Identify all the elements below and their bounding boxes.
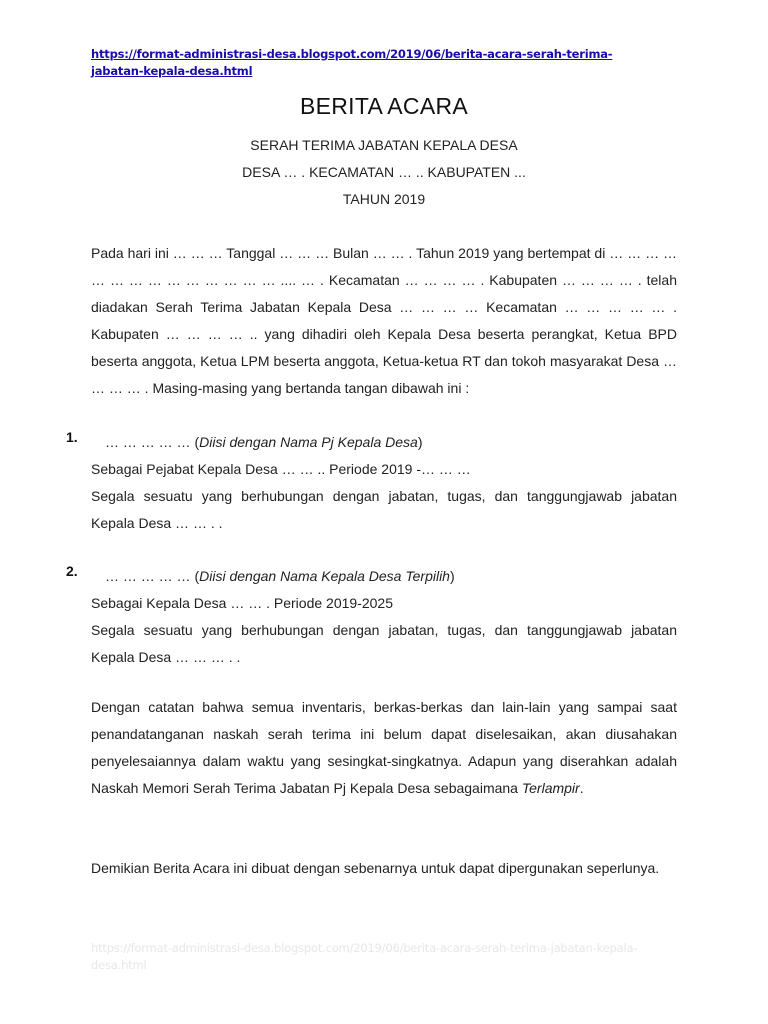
inventory-text: Dengan catatan bahwa semua inventaris, berkas-berkas dan lain-lain yang sampai saat penandatanganan naskah serah terima ini belum dapat diselesaikan, akan diusahakan penyelesaiannya dalam waktu yang sesingkat-singkatnya. Adapun yang diserahkan adalah Naskah Memori Serah Terima Jabatan Pj Kepala Desa sebagaimana xyxy=(91,699,677,796)
item-2 xyxy=(91,563,677,671)
item-1-note: Diisi dengan Nama Pj Kepala Desa xyxy=(199,434,418,450)
item-1-heading xyxy=(91,429,677,456)
inventory-paragraph xyxy=(91,694,677,802)
item-1-close: ) xyxy=(417,434,423,450)
item-1 xyxy=(91,429,677,537)
item-2-role: Sebagai Kepala Desa … … . Periode 2019-2025 xyxy=(91,595,393,611)
document-title: BERITA ACARA xyxy=(299,93,469,119)
item-2-responsibility: Segala sesuatu yang berhubungan dengan jabatan, tugas, dan tanggungjawab jabatan Kepala Desa … … … . . xyxy=(91,622,677,665)
closing-paragraph: Demikian Berita Acara ini dibuat dengan sebenarnya untuk dapat dipergunakan seperlunya. xyxy=(91,860,660,876)
opening-paragraph: Pada hari ini … … … Tanggal … … … Bulan … … . Tahun 2019 yang bertempat di … … … … … … … … … … … … … … .... … . Kecamatan … … … … . Kabupaten … … … … . telah diadakan Serah Terima Jabatan Kepala Desa … … … … Kecamatan … … … … … . Kabupaten … … … … .. yang dihadiri oleh Kepala Desa beserta perangkat, Ketua BPD beserta anggota, Ketua LPM beserta anggota, Ketua-ketua RT dan tokoh masyarakat Desa … … … … . Masing-masing yang bertanda tangan dibawah ini : xyxy=(91,245,677,396)
item-2-number: 2. xyxy=(66,563,78,579)
item-1-role: Sebagai Pejabat Kepala Desa … … .. Periode 2019 -… … … xyxy=(91,461,471,477)
item-2-dots: … … … … … ( xyxy=(105,568,200,584)
item-2-note: Diisi dengan Nama Kepala Desa Terpilih xyxy=(199,568,450,584)
attachment-note: Terlampir xyxy=(521,780,580,796)
item-2-close: ) xyxy=(449,568,455,584)
item-2-heading xyxy=(91,563,677,590)
item-1-responsibility: Segala sesuatu yang berhubungan dengan jabatan, tugas, dan tanggungjawab jabatan Kepala Desa … … . . xyxy=(91,488,677,531)
item-1-number: 1. xyxy=(66,429,78,445)
source-link-watermark[interactable]: https://format-administrasi-desa.blogspot.com/2019/06/berita-acara-serah-terima-jabatan-kepala-desa.html xyxy=(91,941,638,972)
subtitle-line-1: SERAH TERIMA JABATAN KEPALA DESA xyxy=(250,137,518,153)
subtitle-line-2: DESA … . KECAMATAN … .. KABUPATEN ... xyxy=(242,164,526,180)
subtitle-line-3: TAHUN 2019 xyxy=(342,191,426,207)
source-link[interactable]: https://format-administrasi-desa.blogspot.com/2019/06/berita-acara-serah-terima-jabatan-kepala-desa.html xyxy=(91,47,613,78)
inventory-end: . xyxy=(579,780,584,796)
item-1-dots: … … … … … ( xyxy=(105,434,200,450)
